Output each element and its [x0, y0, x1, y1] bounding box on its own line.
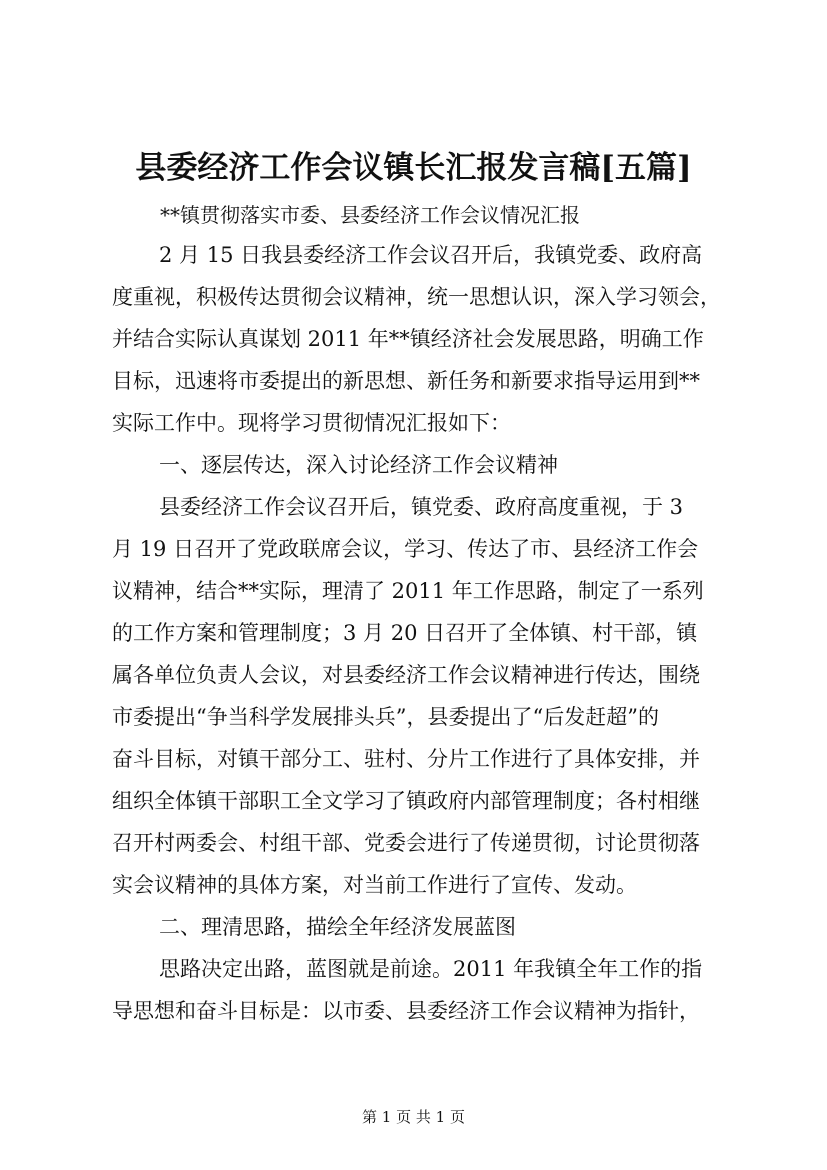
body-line: 2 月 15 日我县委经济工作会议召开后，我镇党委、政府高 [159, 243, 703, 267]
body-line: 县委经济工作会议召开后，镇党委、政府高度重视，于 3 [159, 495, 684, 519]
body-line: 召开村两委会、村组干部、党委会进行了传递贯彻，讨论贯彻落 [112, 831, 700, 855]
body-line: 实际工作中。现将学习贯彻情况汇报如下： [112, 411, 511, 435]
body-line: 思路决定出路，蓝图就是前途。2011 年我镇全年工作的指 [159, 957, 703, 981]
page-footer: 第 1 页 共 1 页 [362, 1108, 465, 1126]
document-title: 县委经济工作会议镇长汇报发言稿[五篇] [135, 150, 692, 186]
body-line: 议精神，结合**实际，理清了 2011 年工作思路，制定了一系列 [112, 579, 704, 603]
body-line: 属各单位负责人会议，对县委经济工作会议精神进行传达，围绕 [112, 663, 700, 687]
body-line: 导思想和奋斗目标是：以市委、县委经济工作会议精神为指针， [112, 999, 700, 1023]
body-line: 度重视，积极传达贯彻会议精神，统一思想认识，深入学习领会， [112, 285, 721, 309]
section-heading: 一、逐层传达，深入讨论经济工作会议精神 [159, 453, 558, 477]
body-line: 目标，迅速将市委提出的新思想、新任务和新要求指导运用到** [112, 369, 700, 393]
section-heading: 二、理清思路，描绘全年经济发展蓝图 [159, 915, 516, 939]
body-line: 并结合实际认真谋划 2011 年**镇经济社会发展思路，明确工作 [112, 327, 704, 351]
body-line: 的工作方案和管理制度；3 月 20 日召开了全体镇、村干部，镇 [112, 621, 698, 645]
body-line: 月 19 日召开了党政联席会议，学习、传达了市、县经济工作会 [112, 537, 699, 561]
body-line: 实会议精神的具体方案，对当前工作进行了宣传、发动。 [112, 873, 637, 897]
body-line: 市委提出“争当科学发展排头兵”，县委提出了“后发赶超”的 [112, 705, 659, 729]
body-line: 组织全体镇干部职工全文学习了镇政府内部管理制度；各村相继 [112, 789, 700, 813]
document-subtitle: **镇贯彻落实市委、县委经济工作会议情况汇报 [160, 203, 580, 227]
body-line: 奋斗目标，对镇干部分工、驻村、分片工作进行了具体安排，并 [112, 747, 700, 771]
